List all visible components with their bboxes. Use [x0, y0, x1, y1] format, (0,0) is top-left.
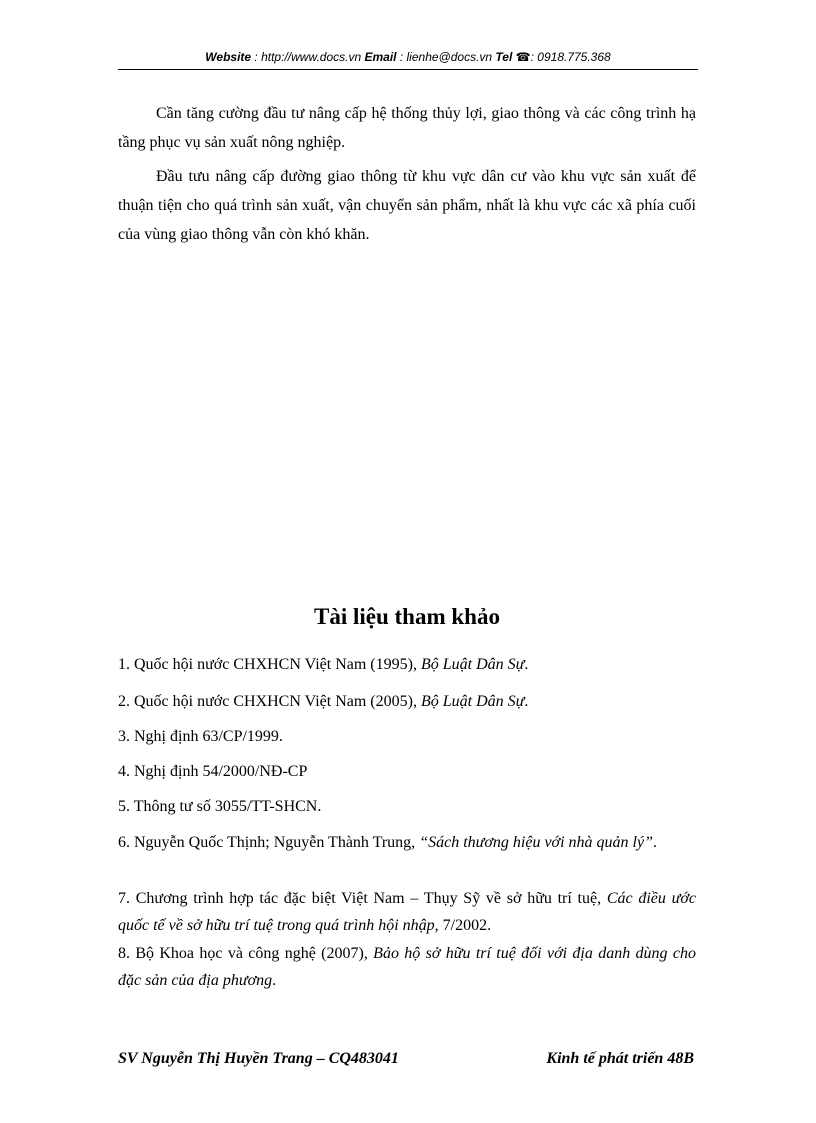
reference-tail: .: [652, 834, 657, 851]
reference-text: 4. Nghị định 54/2000/NĐ-CP: [118, 763, 308, 780]
reference-item-1: [118, 651, 696, 678]
email-label: Email: [364, 50, 397, 64]
reference-italic: Các điều ước quốc tế về sở hữu trí tuệ trong quá trình hội nhập: [118, 890, 697, 934]
website-value: : http://www.docs.vn: [254, 50, 362, 64]
reference-item-3: [118, 723, 696, 750]
phone-icon: ☎: [515, 50, 531, 64]
reference-item-4: [118, 758, 696, 785]
references-title: Tài liệu tham khảo: [314, 604, 500, 629]
reference-item-5: [118, 793, 696, 820]
reference-italic: Bộ Luật Dân Sự: [420, 656, 525, 673]
reference-text: 5. Thông tư số 3055/TT-SHCN.: [118, 798, 322, 815]
reference-italic: Bảo hộ sở hữu trí tuệ đối với địa danh dùng cho đặc sản của địa phương: [118, 945, 696, 989]
reference-text: 2. Quốc hội nước CHXHCN Việt Nam (2005),: [118, 693, 421, 710]
body-paragraph-1: Cần tăng cường đầu tư nâng cấp hệ thống thủy lợi, giao thông và các công trình hạ tầng phục vụ sản xuất nông nghiệp.: [118, 105, 696, 151]
reference-text: 8. Bộ Khoa học và công nghệ (2007),: [118, 945, 374, 962]
reference-tail: .: [524, 656, 529, 673]
reference-item-2: [118, 688, 696, 715]
reference-item-7: [118, 885, 696, 939]
tel-label: Tel: [495, 50, 513, 64]
reference-italic: Bộ Luật Dân Sự: [420, 693, 525, 710]
header-divider: [118, 69, 698, 70]
website-label: Website: [205, 50, 252, 64]
reference-text: 7. Chương trình hợp tác đặc biệt Việt Nam – Thụy Sỹ về sở hữu trí tuệ,: [118, 890, 607, 907]
reference-text: 1. Quốc hội nước CHXHCN Việt Nam (1995),: [118, 656, 421, 673]
footer-author: SV Nguyễn Thị Huyền Trang – CQ483041: [118, 1050, 399, 1067]
reference-item-8: [118, 940, 696, 994]
reference-italic: “Sách thương hiệu với nhà quản lý”: [419, 834, 653, 851]
email-value: : lienhe@docs.vn: [399, 50, 493, 64]
reference-tail: .: [272, 972, 277, 989]
reference-item-6: [118, 829, 696, 856]
tel-value: : 0918.775.368: [530, 50, 611, 64]
reference-text: 6. Nguyễn Quốc Thịnh; Nguyễn Thành Trung,: [118, 834, 420, 851]
reference-tail: .: [524, 693, 529, 710]
body-paragraph-2: Đầu tưu nâng cấp đường giao thông từ khu vực dân cư vào khu vực sản xuất để thuận tiện cho quá trình sản xuất, vận chuyển sản phẩm, nhất là khu vực các xã phía cuối của vùng giao thông vẫn còn khó khăn.: [118, 168, 696, 243]
page-header: [118, 50, 698, 64]
reference-text: 3. Nghị định 63/CP/1999.: [118, 728, 283, 745]
footer-course: Kinh tế phát triển 48B: [546, 1050, 694, 1067]
reference-tail: , 7/2002.: [434, 917, 492, 934]
